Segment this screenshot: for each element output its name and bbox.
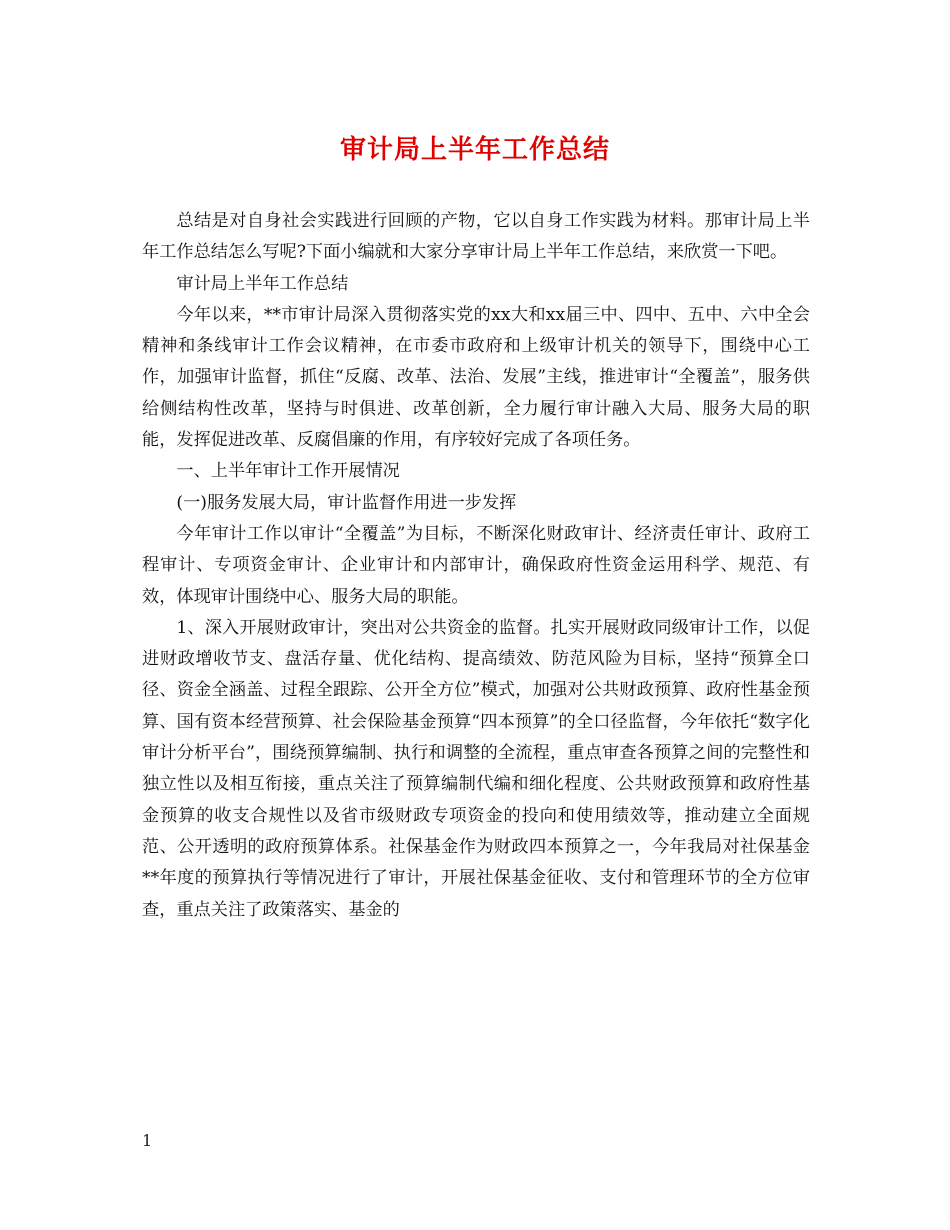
page-number: 1	[142, 1131, 153, 1150]
paragraph-subtitle: 审计局上半年工作总结	[176, 273, 349, 294]
section-heading: 一、上半年审计工作开展情况	[176, 461, 400, 482]
subsection-heading: (一)服务发展大局，审计监督作用进一步发挥	[176, 492, 517, 513]
document-body	[142, 206, 810, 926]
paragraph-intro: 总结是对自身社会实践进行回顾的产物，它以自身工作实践为材料。那审计局上半年工作总结怎么写呢?下面小编就和大家分享审计局上半年工作总结，来欣赏一下吧。	[142, 211, 810, 263]
document-title: 审计局上半年工作总结	[339, 135, 610, 165]
paragraph-overview: 今年以来，**市审计局深入贯彻落实党的xx大和xx届三中、四中、五中、六中全会精神和条线审计工作会议精神，在市委市政府和上级审计机关的领导下，围绕中心工作，加强审计监督，抓住“反腐、改革、法治、发展”主线，推进审计“全覆盖”，服务供给侧结构性改革，坚持与时俱进、改革创新，全力履行审计融入大局、服务大局的职能，发挥促进改革、反腐倡廉的作用，有序较好完成了各项任务。	[142, 304, 810, 451]
paragraph-audit-coverage: 今年审计工作以审计“全覆盖”为目标，不断深化财政审计、经济责任审计、政府工程审计、专项资金审计、企业审计和内部审计，确保政府性资金运用科学、规范、有效，体现审计围绕中心、服务大局的职能。	[142, 523, 810, 607]
paragraph-fiscal-audit: 1、深入开展财政审计，突出对公共资金的监督。扎实开展财政同级审计工作，以促进财政增收节支、盘活存量、优化结构、提高绩效、防范风险为目标，坚持“预算全口径、资金全涵盖、过程全跟踪、公开全方位”模式，加强对公共财政预算、政府性基金预算、国有资本经营预算、社会保险基金预算“四本预算”的全口径监督，今年依托“数字化审计分析平台”，围绕预算编制、执行和调整的全流程，重点审查各预算之间的完整性和独立性以及相互衔接，重点关注了预算编制代编和细化程度、公共财政预算和政府性基金预算的收支合规性以及省市级财政专项资金的投向和使用绩效等，推动建立全面规范、公开透明的政府预算体系。社保基金作为财政四本预算之一，今年我局对社保基金**年度的预算执行等情况进行了审计，开展社保基金征收、支付和管理环节的全方位审查，重点关注了政策落实、基金的	[142, 617, 810, 920]
